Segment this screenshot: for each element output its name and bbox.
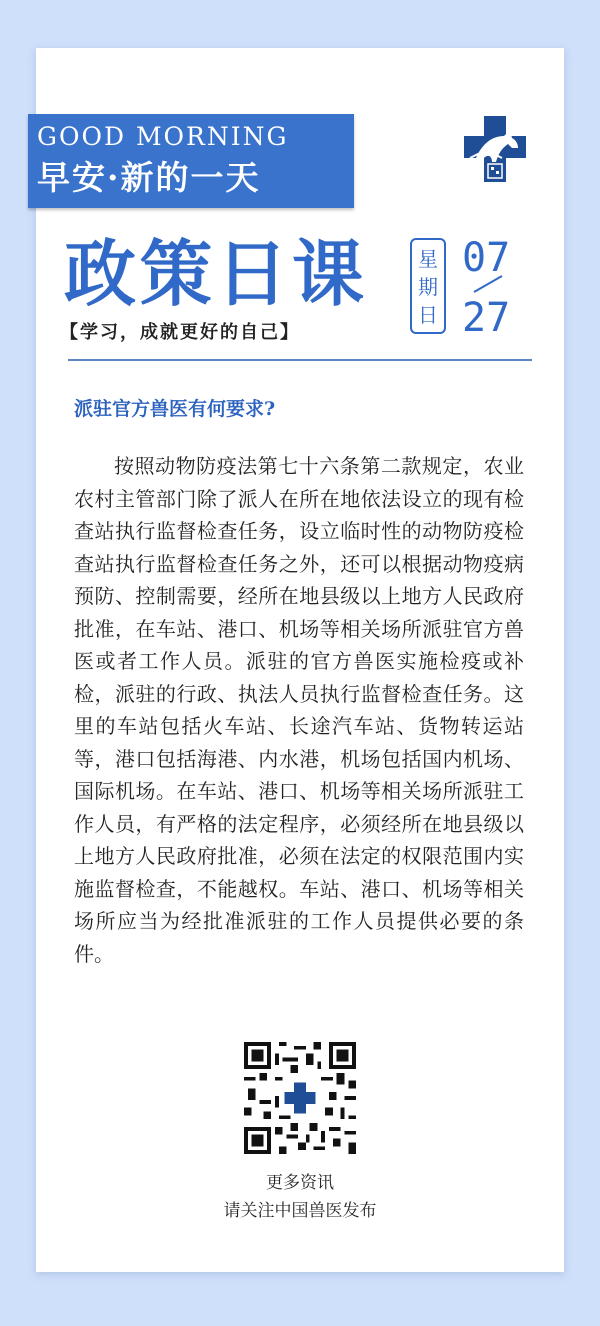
weekday-char: 星 — [418, 247, 438, 271]
article-body: 按照动物防疫法第七十六条第二款规定，农业农村主管部门除了派人在所在地依法设立的现有检查站执行监督检查任务，设立临时性的动物防疫检查站执行监督检查任务之外，还可以根据动物疫病预防、控制需要，经所在地县级以上地方人民政府批准，在车站、港口、机场等相关场所派驻官方兽医或者工作人员。派驻的官方兽医实施检疫或补检，派驻的行政、执法人员执行监督检查任务。这里的车站包括火车站、长途汽车站、货物转运站等，港口包括海港、内水港，机场包括国内机场、国际机场。在车站、港口、机场等相关场所派驻工作人员，有严格的法定程序，必须经所在地县级以上地方人民政府批准，必须在法定的权限范围内实施监督检查，不能越权。车站、港口、机场等相关场所应当为经批准派驻的工作人员提供必要的条件。 — [74, 454, 524, 966]
date-slash-icon — [468, 272, 508, 296]
vet-cross-horse-logo-icon — [462, 114, 528, 184]
date-day: 27 — [462, 295, 511, 341]
greeting-english: GOOD MORNING — [37, 122, 289, 151]
header-divider — [68, 359, 532, 361]
page-subtitle: 【学习，成就更好的自己】 — [60, 322, 300, 343]
footer-more-info: 更多资讯 — [266, 1173, 334, 1193]
qr-code-icon — [244, 1042, 356, 1154]
article-question: 派驻官方兽医有何要求? — [74, 398, 276, 420]
weekday-char: 日 — [418, 303, 438, 327]
page-title: 政策日课 — [64, 232, 369, 316]
weekday-char: 期 — [418, 275, 438, 299]
weekday-badge — [410, 238, 446, 334]
greeting-banner — [28, 114, 354, 208]
greeting-chinese: 早安·新的一天 — [37, 158, 261, 197]
footer-follow-account: 请关注中国兽医发布 — [223, 1201, 377, 1221]
date-month: 07 — [462, 235, 511, 281]
